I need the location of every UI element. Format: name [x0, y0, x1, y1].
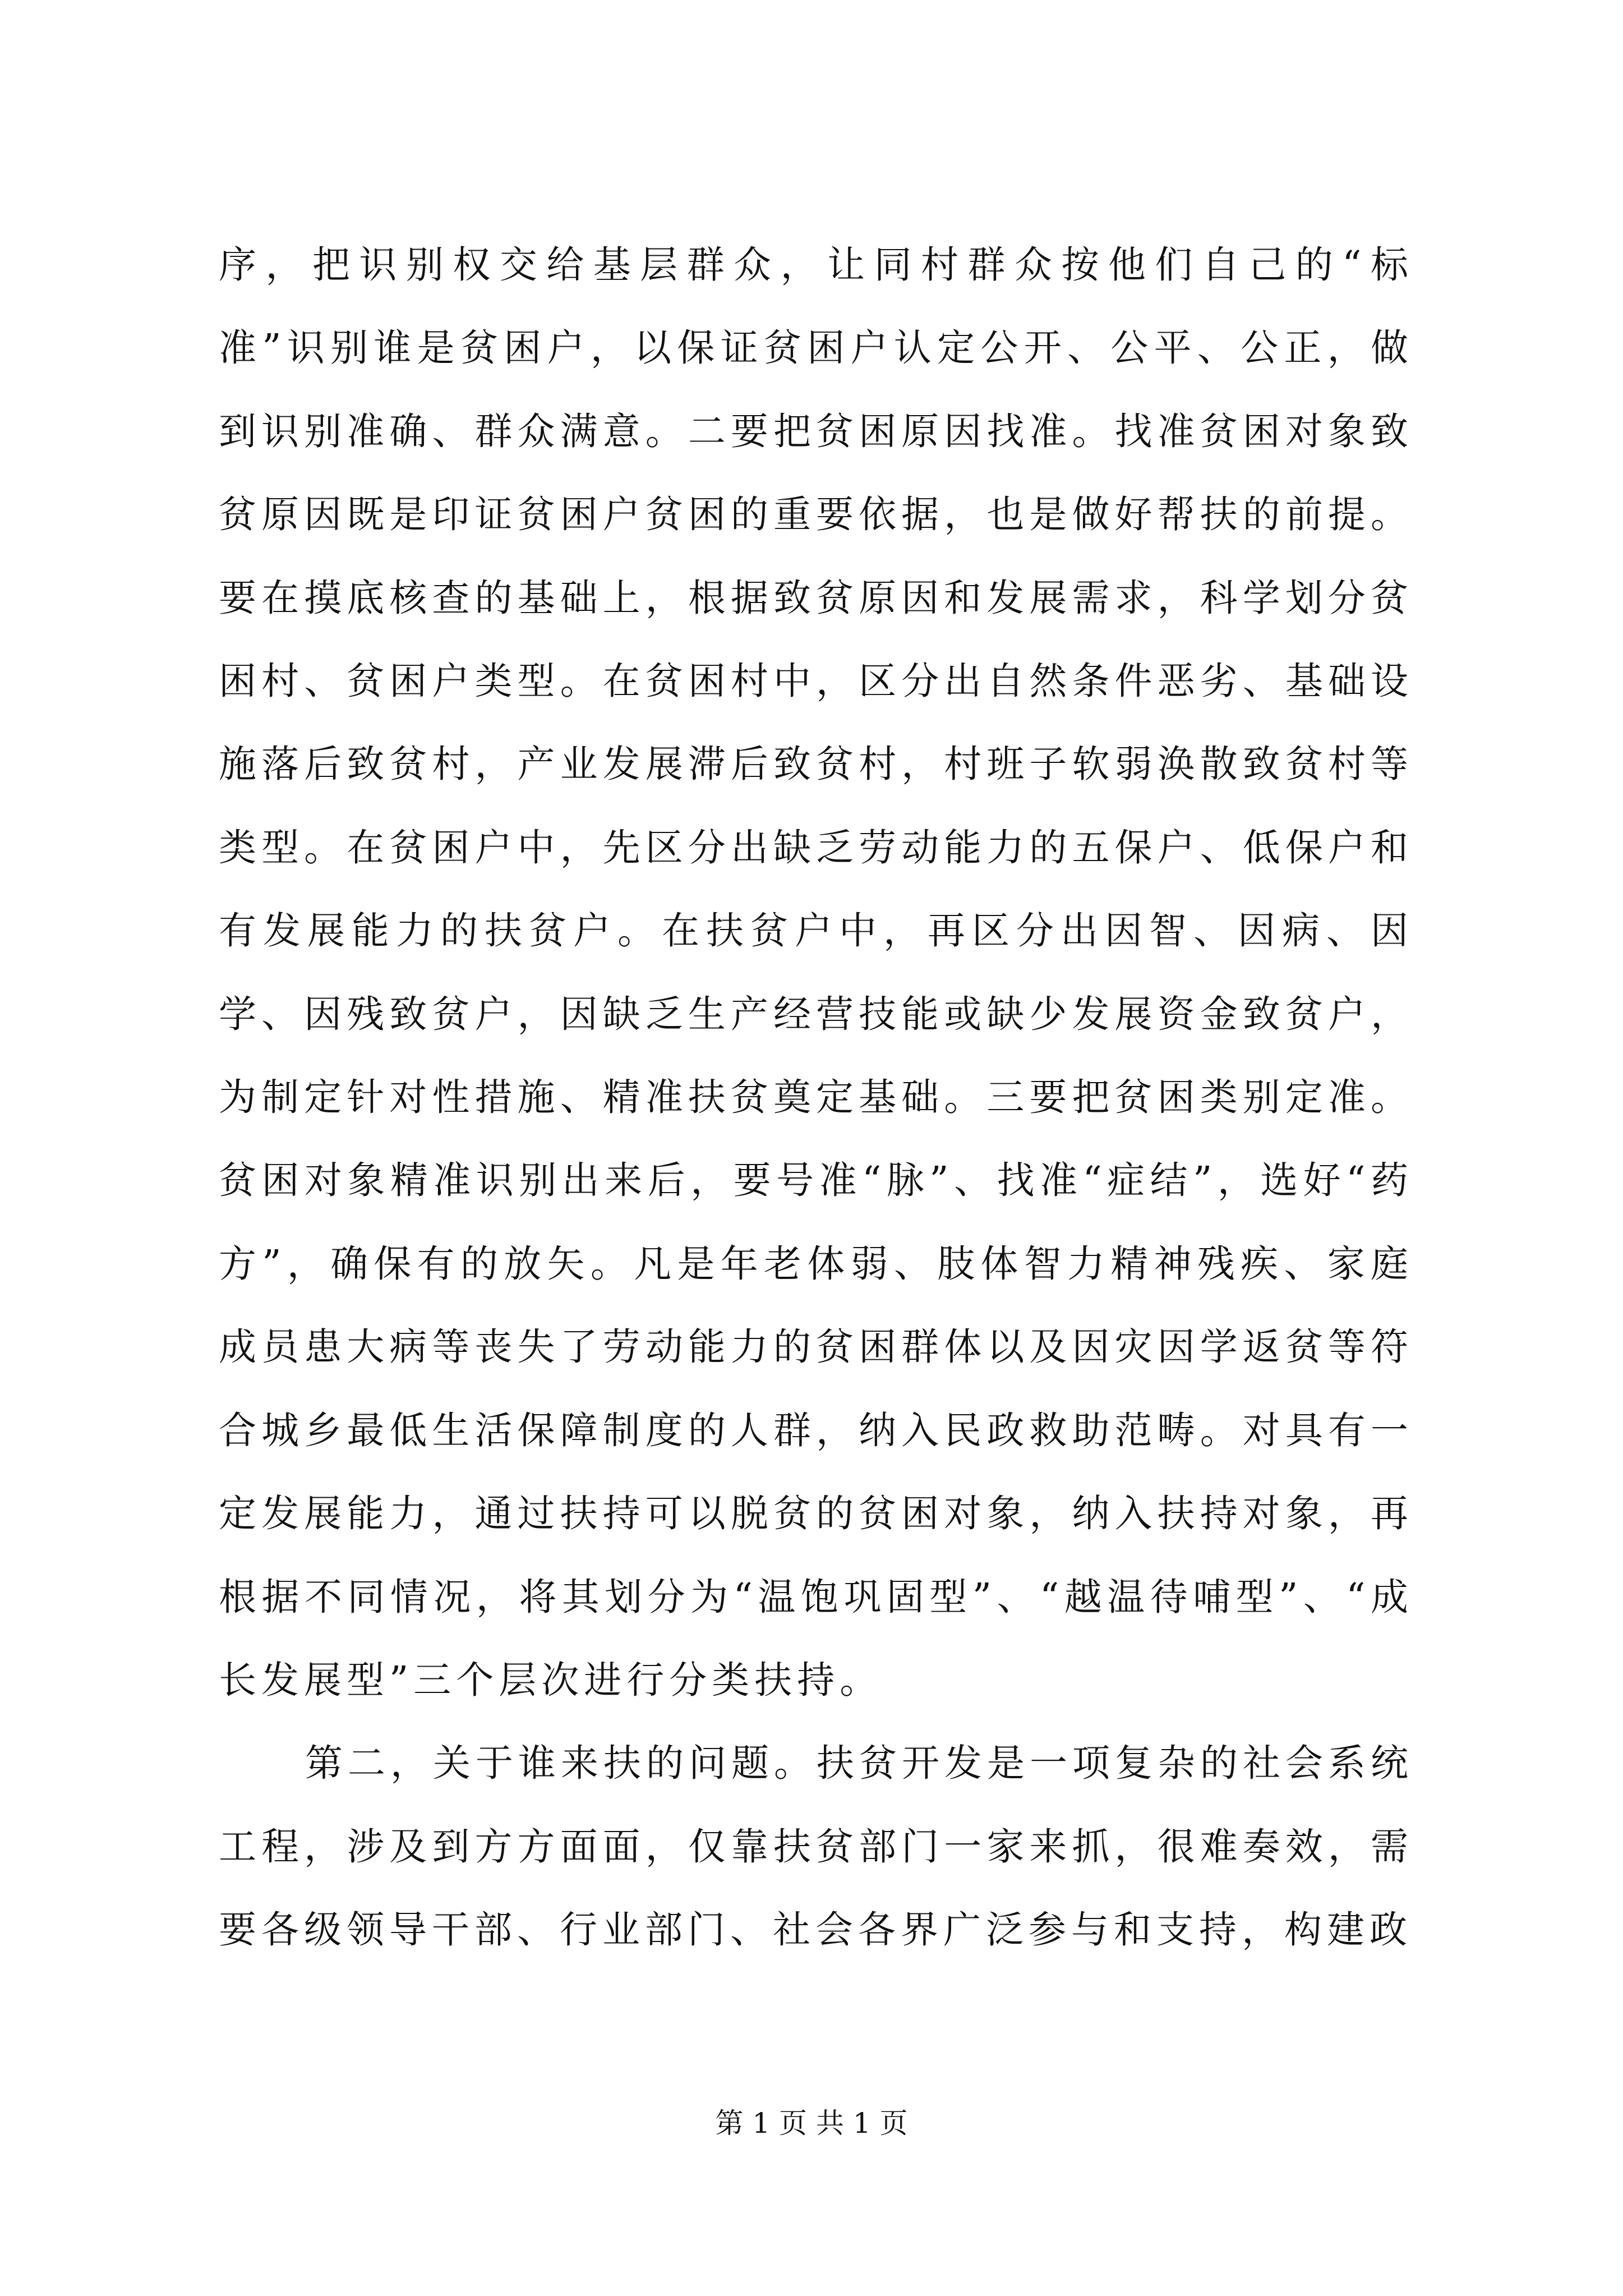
document-body	[219, 223, 1413, 1972]
paragraph: 第二，关于谁来扶的问题。扶贫开发是一项复杂的社会系统工程，涉及到方方面面，仅靠扶贫部门一家来抓，很难奏效，需要各级领导干部、行业部门、社会各界广泛参与和支持，构建政	[219, 1741, 1413, 1952]
paragraph: 序，把识别权交给基层群众，让同村群众按他们自己的“标准”识别谁是贫困户，以保证贫困户认定公开、公平、公正，做到识别准确、群众满意。二要把贫困原因找准。找准贫困对象致贫原因既是印证贫困户贫困的重要依据，也是做好帮扶的前提。要在摸底核查的基础上，根据致贫原因和发展需求，科学划分贫困村、贫困户类型。在贫困村中，区分出自然条件恶劣、基础设施落后致贫村，产业发展滞后致贫村，村班子软弱涣散致贫村等类型。在贫困户中，先区分出缺乏劳动能力的五保户、低保户和有发展能力的扶贫户。在扶贫户中，再区分出因智、因病、因学、因残致贫户，因缺乏生产经营技能或缺少发展资金致贫户，为制定针对性措施、精准扶贫奠定基础。三要把贫困类别定准。贫困对象精准识别出来后，要号准“脉”、找准“症结”，选好“药方”，确保有的放矢。凡是年老体弱、肢体智力精神残疾、家庭成员患大病等丧失了劳动能力的贫困群体以及因灾因学返贫等符合城乡最低生活保障制度的人群，纳入民政救助范畴。对具有一定发展能力，通过扶持可以脱贫的贫困对象，纳入扶持对象，再根据不同情况，将其划分为“温饱巩固型”、“越温待哺型”、“成长发展型”三个层次进行分类扶持。	[219, 243, 1413, 1702]
page-footer: 第 1 页 共 1 页	[715, 2107, 908, 2139]
